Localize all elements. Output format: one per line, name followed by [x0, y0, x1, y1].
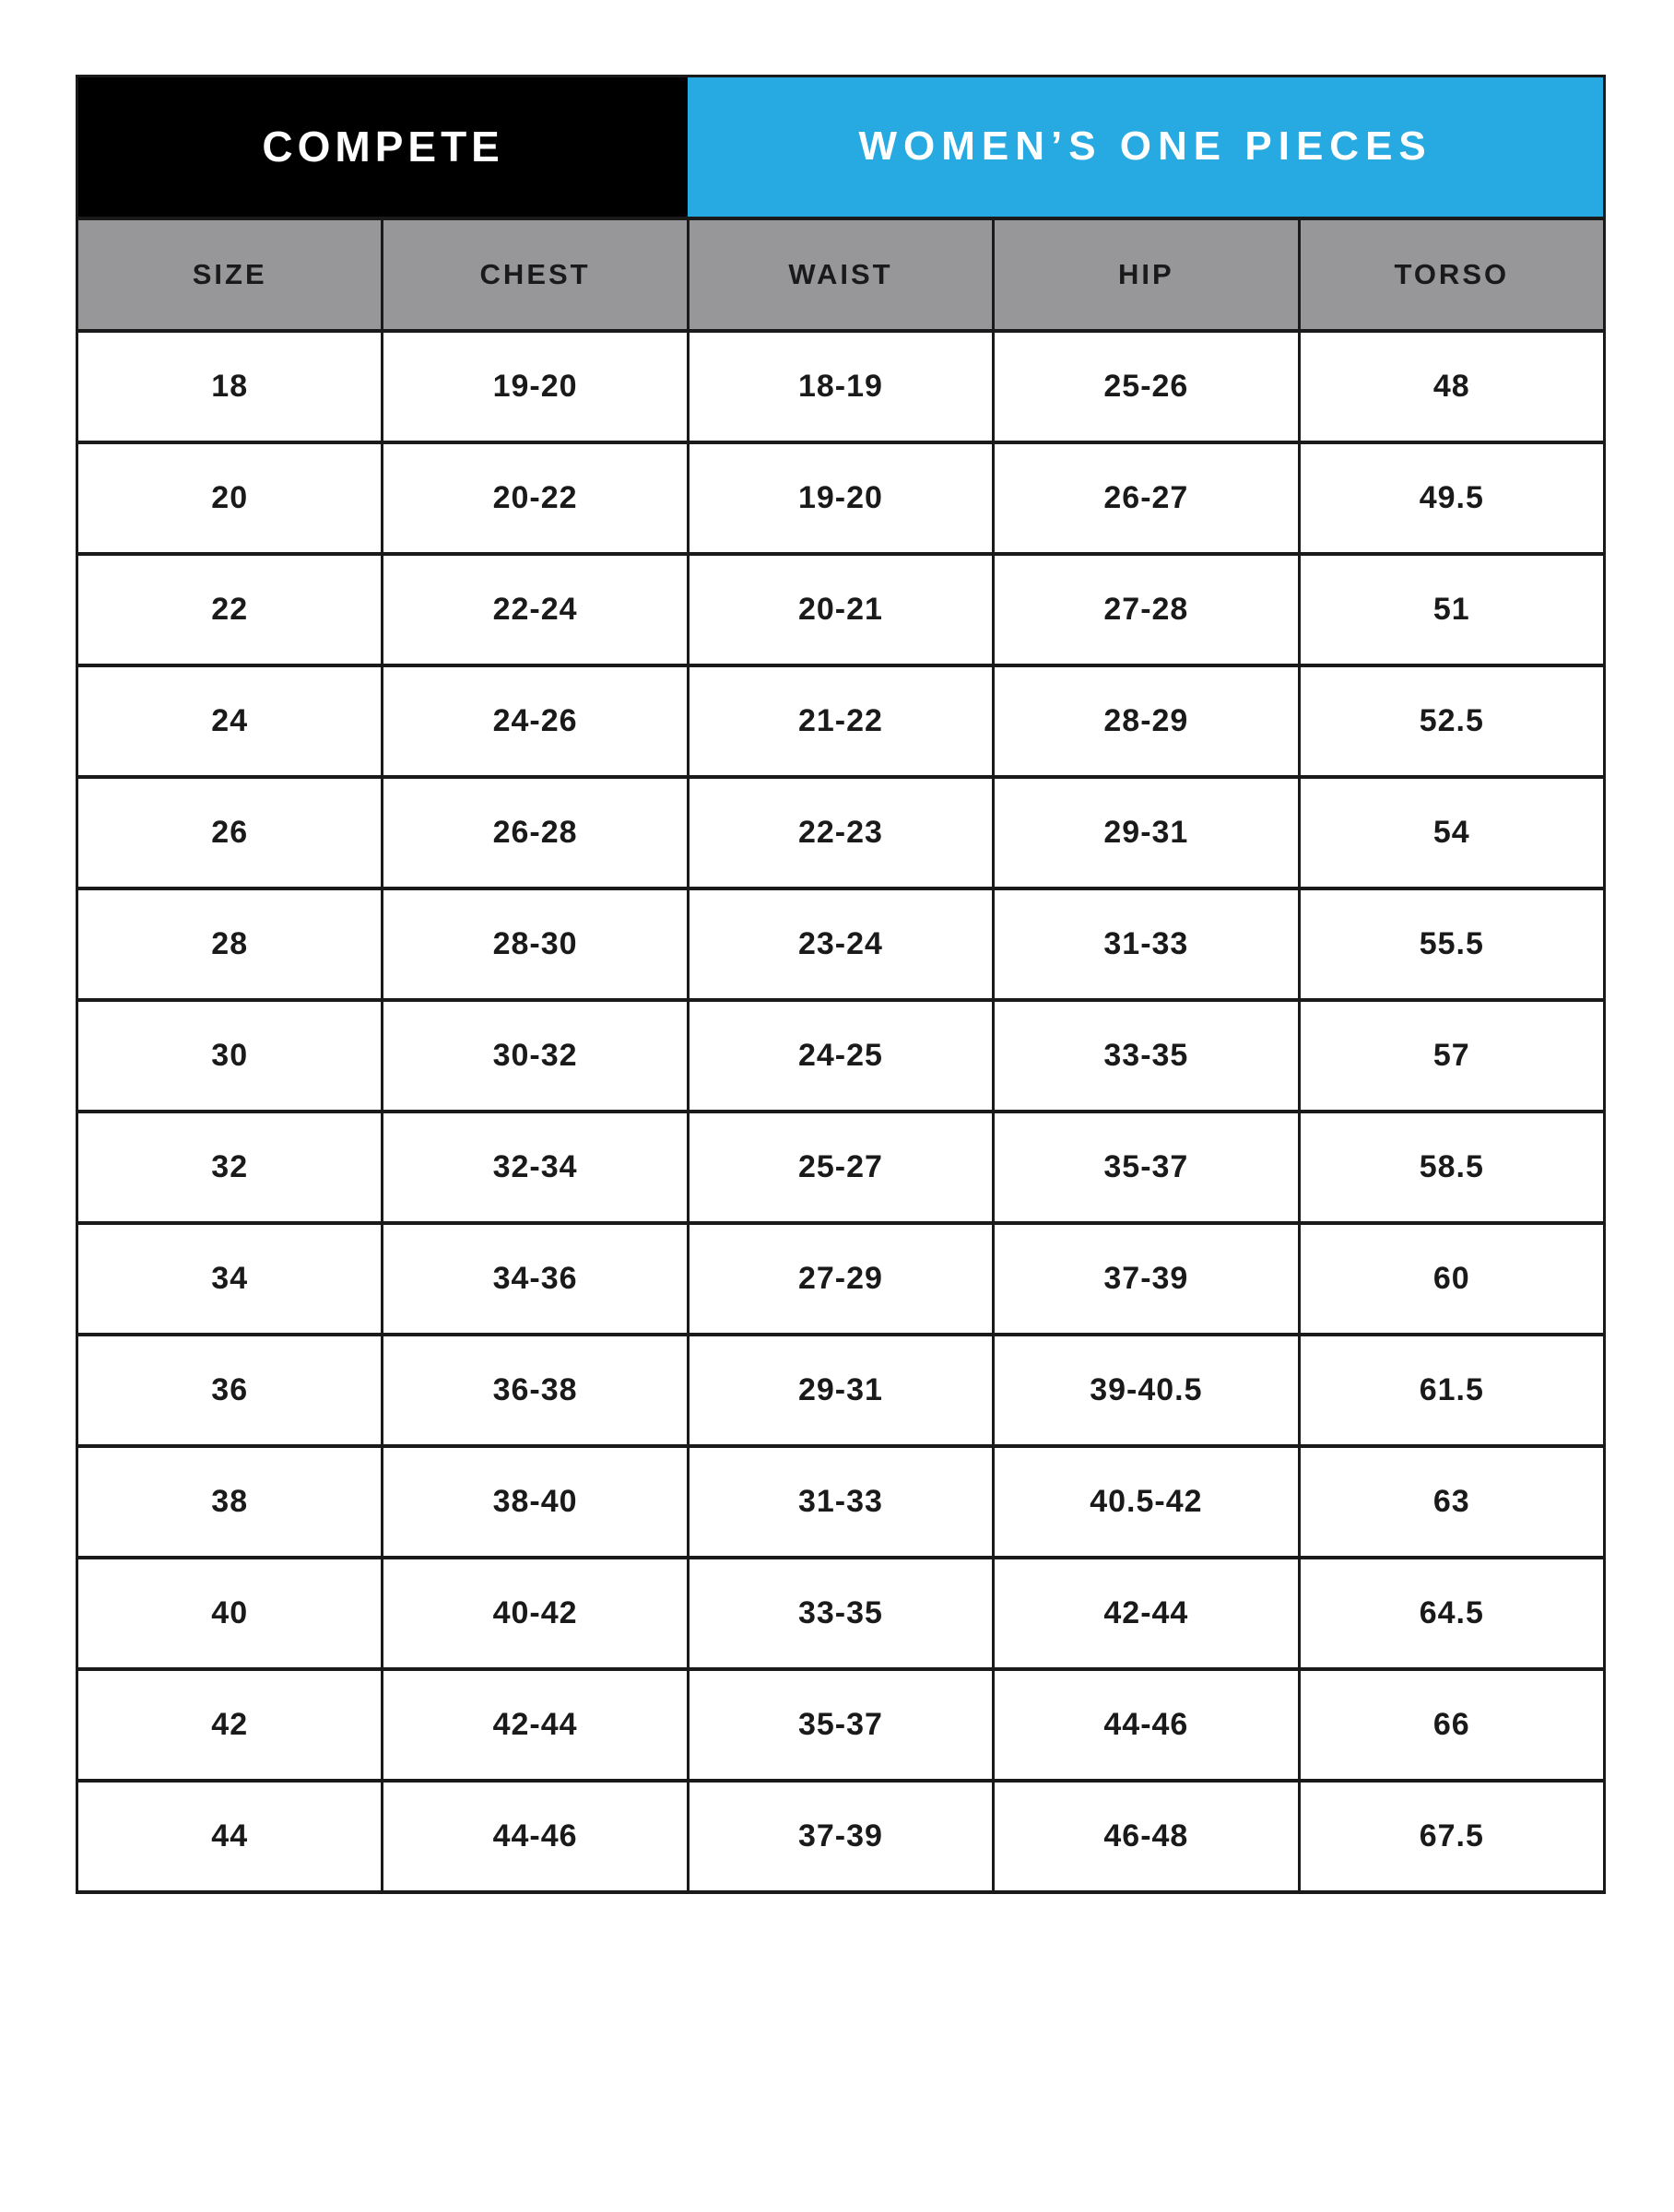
category-banner	[688, 76, 1604, 218]
table-cell: 19-20	[383, 331, 688, 442]
table-cell: 37-39	[994, 1223, 1299, 1335]
table-cell: 38-40	[383, 1446, 688, 1558]
table-cell: 55.5	[1299, 888, 1604, 1000]
table-cell: 38	[77, 1446, 383, 1558]
table-cell: 34	[77, 1223, 383, 1335]
column-header-row	[77, 218, 1605, 331]
table-cell: 42-44	[994, 1558, 1299, 1669]
table-cell: 32-34	[383, 1112, 688, 1223]
column-header-waist: WAIST	[688, 218, 993, 331]
table-cell: 25-27	[688, 1112, 993, 1223]
table-cell: 27-28	[994, 554, 1299, 665]
table-cell: 44-46	[994, 1669, 1299, 1781]
table-cell: 49.5	[1299, 442, 1604, 554]
table-cell: 44-46	[383, 1781, 688, 1892]
table-cell: 22-24	[383, 554, 688, 665]
table-row	[77, 1558, 1605, 1669]
table-cell: 31-33	[994, 888, 1299, 1000]
table-cell: 33-35	[688, 1558, 993, 1669]
table-cell: 30-32	[383, 1000, 688, 1112]
table-cell: 58.5	[1299, 1112, 1604, 1223]
size-chart-table	[76, 75, 1606, 1894]
table-cell: 35-37	[688, 1669, 993, 1781]
table-cell: 25-26	[994, 331, 1299, 442]
table-row	[77, 1335, 1605, 1446]
table-cell: 36-38	[383, 1335, 688, 1446]
table-cell: 60	[1299, 1223, 1604, 1335]
table-cell: 20-22	[383, 442, 688, 554]
column-header-size: SIZE	[77, 218, 383, 331]
table-cell: 24-25	[688, 1000, 993, 1112]
table-cell: 37-39	[688, 1781, 993, 1892]
table-cell: 61.5	[1299, 1335, 1604, 1446]
table-row	[77, 1781, 1605, 1892]
column-header-hip: HIP	[994, 218, 1299, 331]
table-cell: 35-37	[994, 1112, 1299, 1223]
table-head	[77, 76, 1605, 331]
table-cell: 31-33	[688, 1446, 993, 1558]
table-cell: 30	[77, 1000, 383, 1112]
table-cell: 20	[77, 442, 383, 554]
table-cell: 24	[77, 665, 383, 777]
table-cell: 29-31	[994, 777, 1299, 888]
category-label: WOMEN’S ONE PIECES	[858, 124, 1432, 170]
table-cell: 29-31	[688, 1335, 993, 1446]
table-cell: 20-21	[688, 554, 993, 665]
table-cell: 33-35	[994, 1000, 1299, 1112]
table-cell: 26-28	[383, 777, 688, 888]
table-cell: 57	[1299, 1000, 1604, 1112]
table-row	[77, 1223, 1605, 1335]
table-cell: 22	[77, 554, 383, 665]
table-cell: 19-20	[688, 442, 993, 554]
column-header-chest: CHEST	[383, 218, 688, 331]
table-cell: 36	[77, 1335, 383, 1446]
table-cell: 22-23	[688, 777, 993, 888]
table-cell: 24-26	[383, 665, 688, 777]
table-row	[77, 1000, 1605, 1112]
table-cell: 23-24	[688, 888, 993, 1000]
table-row	[77, 888, 1605, 1000]
table-cell: 21-22	[688, 665, 993, 777]
table-cell: 64.5	[1299, 1558, 1604, 1669]
table-cell: 42	[77, 1669, 383, 1781]
brand-banner	[77, 76, 689, 218]
table-cell: 48	[1299, 331, 1604, 442]
table-cell: 32	[77, 1112, 383, 1223]
brand-label: COMPETE	[262, 123, 504, 171]
table-cell: 28-30	[383, 888, 688, 1000]
table-row	[77, 331, 1605, 442]
banner-row	[77, 76, 1605, 218]
table-row	[77, 1446, 1605, 1558]
table-row	[77, 665, 1605, 777]
table-row	[77, 1112, 1605, 1223]
table-cell: 42-44	[383, 1669, 688, 1781]
table-cell: 46-48	[994, 1781, 1299, 1892]
column-header-torso: TORSO	[1299, 218, 1604, 331]
table-cell: 52.5	[1299, 665, 1604, 777]
table-row	[77, 442, 1605, 554]
table-cell: 44	[77, 1781, 383, 1892]
table-cell: 27-29	[688, 1223, 993, 1335]
table-row	[77, 554, 1605, 665]
table-cell: 18	[77, 331, 383, 442]
table-cell: 18-19	[688, 331, 993, 442]
table-cell: 34-36	[383, 1223, 688, 1335]
table-cell: 67.5	[1299, 1781, 1604, 1892]
table-row	[77, 1669, 1605, 1781]
table-cell: 40	[77, 1558, 383, 1669]
table-cell: 26-27	[994, 442, 1299, 554]
table-cell: 40-42	[383, 1558, 688, 1669]
table-cell: 28-29	[994, 665, 1299, 777]
table-cell: 51	[1299, 554, 1604, 665]
table-cell: 54	[1299, 777, 1604, 888]
table-cell: 40.5-42	[994, 1446, 1299, 1558]
table-cell: 39-40.5	[994, 1335, 1299, 1446]
table-cell: 28	[77, 888, 383, 1000]
table-cell: 26	[77, 777, 383, 888]
table-row	[77, 777, 1605, 888]
table-body	[77, 331, 1605, 1892]
table-cell: 66	[1299, 1669, 1604, 1781]
table-cell: 63	[1299, 1446, 1604, 1558]
